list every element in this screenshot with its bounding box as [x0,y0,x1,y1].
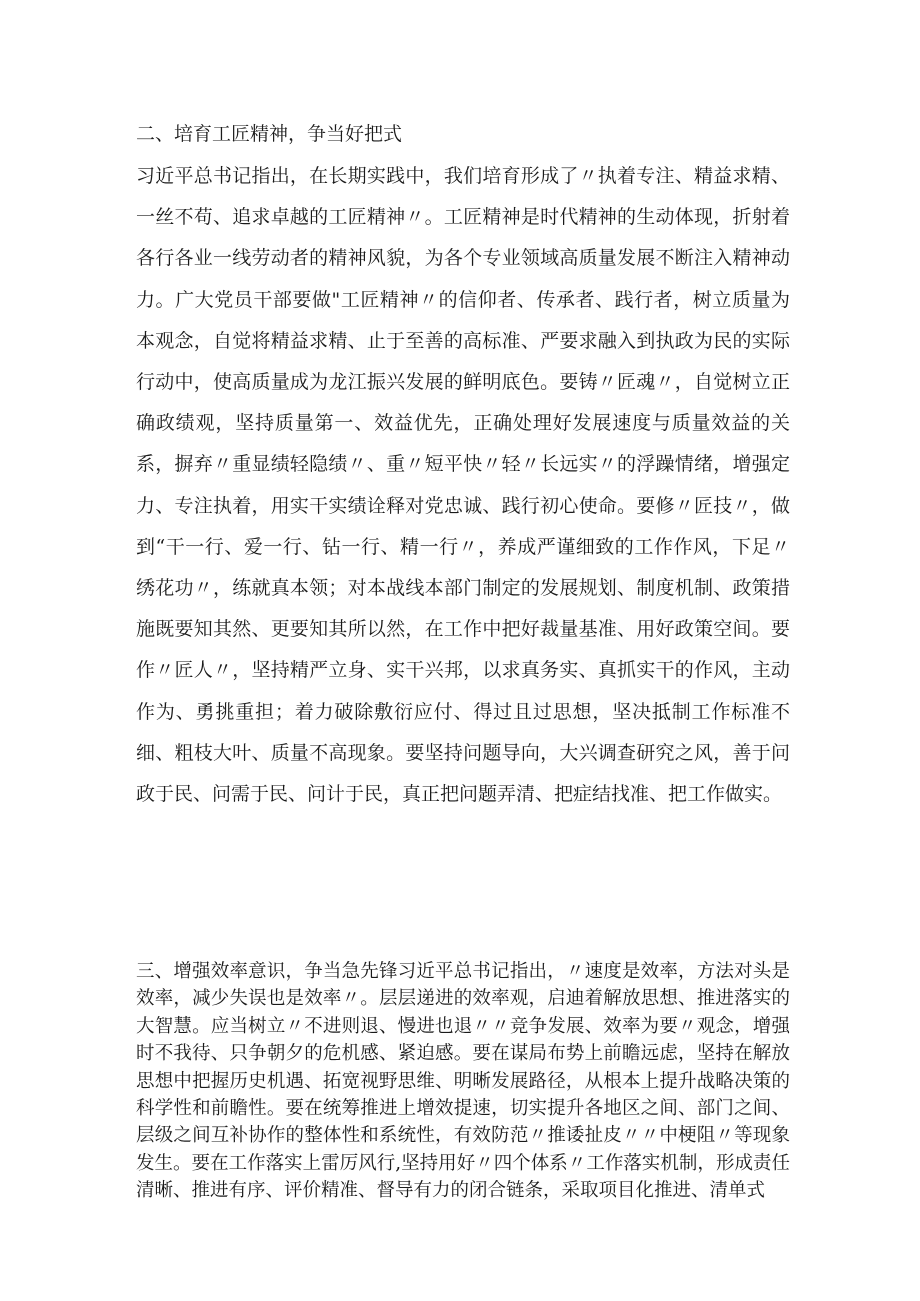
section-two-paragraph: 习近平总书记指出，在长期实践中，我们培育形成了〃执着专注、精益求精、一丝不苟、追求卓越的工匠精神〃。工匠精神是时代精神的生动体现，折射着各行各业一线劳动者的精神风貌，为各个专业领域高质量发展不断注入精神动力。广大党员干部要做"工匠精神〃的信仰者、传承者、践行者，树立质量为本观念，自觉将精益求精、止于至善的高标准、严要求融入到执政为民的实际行动中，使高质量成为龙江振兴发展的鲜明底色。要铸〃匠魂〃，自觉树立正确政绩观，坚持质量第一、效益优先，正确处理好发展速度与质量效益的关系，摒弃〃重显绩轻隐绩〃、重〃短平快〃轻〃长远实〃的浮躁情绪，增强定力、专注执着，用实干实绩诠释对党忠诚、践行初心使命。要修〃匠技〃，做到“干一行、爱一行、钻一行、精一行〃，养成严谨细致的工作作风，下足〃绣花功〃，练就真本领；对本战线本部门制定的发展规划、制度机制、政策措施既要知其然、更要知其所以然，在工作中把好裁量基准、用好政策空间。要作〃匠人〃，坚持精严立身、实干兴邦，以求真务实、真抓实干的作风，主动作为、勇挑重担；着力破除敷衍应付、得过且过思想，坚决抵制工作标准不细、粗枝大叶、质量不高现象。要坚持问题导向，大兴调查研究之风，善于问政于民、问需于民、问计于民，真正把问题弄清、把症结找准、把工作做实。 [136,165,790,806]
section-two-heading: 二、培育工匠精神，争当好把式 [136,123,403,145]
section-three-paragraph: 三、增强效率意识，争当急先锋习近平总书记指出，〃速度是效率，方法对头是效率，减少失误也是效率〃。层层递进的效率观，启迪着解放思想、推进落实的大智慧。应当树立〃不进则退、慢进也退〃〃竞争发展、效率为要〃观念，增强时不我待、只争朝夕的危机感、紧迫感。要在谋局布势上前瞻远虑，坚持在解放思想中把握历史机遇、拓宽视野思维、明晰发展路径，从根本上提升战略决策的科学性和前瞻性。要在统筹推进上增效提速，切实提升各地区之间、部门之间、层级之间互补协作的整体性和系统性，有效防范〃推诿扯皮〃〃中梗阻〃等现象发生。要在工作落实上雷厉风行,坚持用好〃四个体系〃工作落实机制，形成责任清晰、推进有序、评价精准、督导有力的闭合链条，采取项目化推进、清单式 [136,961,790,1202]
